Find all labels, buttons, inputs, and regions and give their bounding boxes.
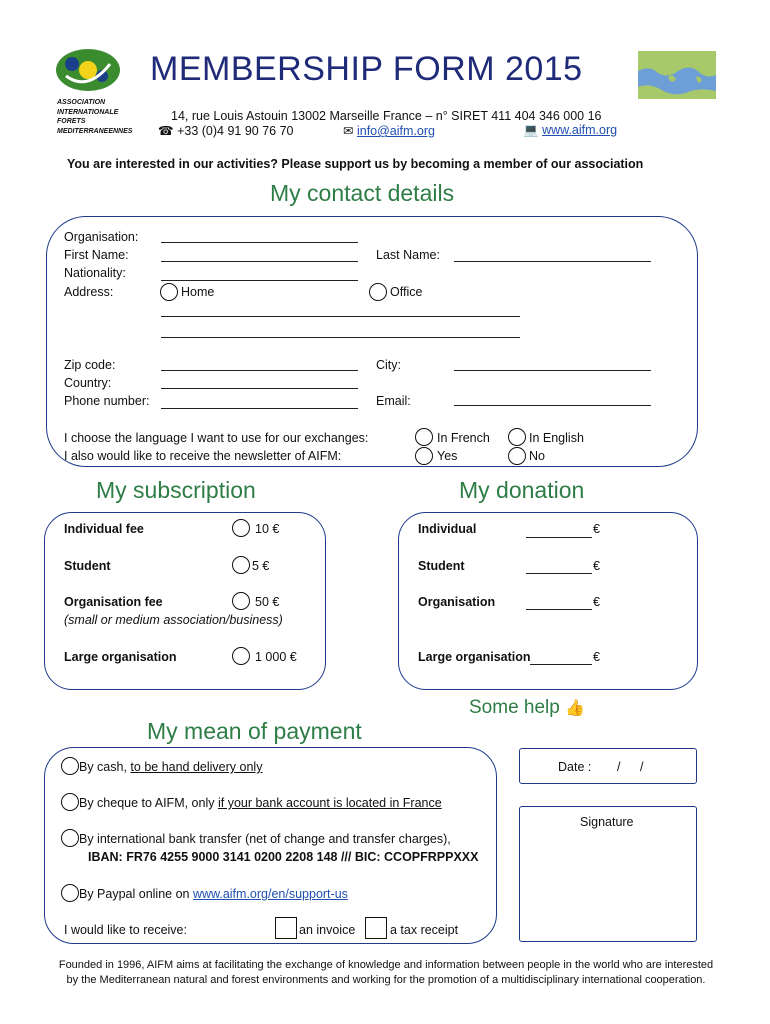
address-line-1[interactable] — [161, 316, 520, 317]
first-name-label: First Name: — [64, 248, 129, 262]
phone-line: ☎ +33 (0)4 91 90 76 70 — [158, 124, 294, 138]
date-separator-2: / — [640, 760, 644, 774]
phone-field[interactable] — [161, 408, 358, 409]
newsletter-no-radio[interactable] — [508, 447, 526, 465]
individual-fee-label: Individual fee — [64, 522, 144, 536]
invoice-checkbox[interactable] — [275, 917, 297, 939]
postal-address: 14, rue Louis Astouin 13002 Marseille France – n° SIRET 411 404 346 000 16 — [171, 109, 602, 123]
english-label: In English — [529, 431, 584, 445]
organisation-fee-note: (small or medium association/business) — [64, 613, 283, 627]
student-fee-label: Student — [64, 559, 111, 573]
french-radio[interactable] — [415, 428, 433, 446]
student-fee-radio[interactable] — [232, 556, 250, 574]
language-question: I choose the language I want to use for our exchanges: — [64, 431, 369, 445]
page-title: MEMBERSHIP FORM 2015 — [150, 50, 583, 88]
website-line — [523, 123, 617, 138]
bank-transfer-option: By international bank transfer (net of change and transfer charges), — [79, 832, 451, 846]
cash-option: By cash, to be hand delivery only — [79, 760, 263, 774]
last-name-label: Last Name: — [376, 248, 440, 262]
zip-field[interactable] — [161, 370, 358, 371]
first-name-field[interactable] — [161, 261, 358, 262]
donation-large-organisation-label: Large organisation — [418, 650, 531, 664]
contact-box — [46, 216, 698, 467]
organisation-fee-radio[interactable] — [232, 592, 250, 610]
computer-icon: 💻 — [523, 123, 539, 137]
home-radio[interactable] — [160, 283, 178, 301]
newsletter-question: I also would like to receive the newsletter of AIFM: — [64, 449, 342, 463]
tax-receipt-label: a tax receipt — [390, 923, 459, 937]
thumbs-up-icon: 👍 — [565, 700, 586, 717]
donation-large-organisation-currency: € — [593, 650, 600, 664]
intro-text: You are interested in our activities? Please support us by becoming a member of our association — [67, 157, 644, 171]
contact-section-title: My contact details — [270, 180, 455, 206]
receive-label: I would like to receive: — [64, 923, 187, 937]
email-link[interactable]: info@aifm.org — [356, 124, 435, 138]
nationality-field[interactable] — [161, 280, 358, 281]
yes-label: Yes — [437, 449, 458, 463]
date-label: Date : — [558, 760, 592, 774]
donation-student-currency: € — [593, 559, 600, 573]
paypal-radio[interactable] — [61, 884, 79, 902]
individual-fee-amount: 10 € — [255, 522, 280, 536]
donation-individual-label: Individual — [418, 522, 477, 536]
payment-section-title: My mean of payment — [147, 718, 362, 744]
large-organisation-fee-radio[interactable] — [232, 647, 250, 665]
website-link[interactable]: www.aifm.org — [542, 123, 618, 137]
large-organisation-fee-amount: 1 000 € — [255, 650, 297, 664]
cheque-option: By cheque to AIFM, only if your bank account is located in France — [79, 796, 442, 810]
date-box — [519, 748, 697, 784]
last-name-field[interactable] — [454, 261, 651, 262]
donation-individual-field[interactable] — [526, 537, 592, 538]
email-line — [343, 123, 435, 138]
donation-section-title: My donation — [459, 477, 585, 503]
home-label: Home — [181, 285, 215, 299]
paypal-link[interactable]: www.aifm.org/en/support-us — [192, 887, 348, 901]
cash-radio[interactable] — [61, 757, 79, 775]
country-field[interactable] — [161, 388, 358, 389]
iban-text: IBAN: FR76 4255 9000 3141 0200 2208 148 /// BIC: CCOPFRPPXXX — [88, 850, 479, 864]
logo-text: ASSOCIATION INTERNATIONALE FORETS MEDITERRANEENNES — [57, 99, 133, 135]
footer-text: Founded in 1996, AIFM aims at facilitating the exchange of knowledge and information between people in the world who are interested by the Mediterranean natural and forest environments and working for the promotion of a multidisciplinary international cooperation. — [58, 959, 714, 986]
english-radio[interactable] — [508, 428, 526, 446]
address-label: Address: — [64, 285, 114, 299]
email-field[interactable] — [454, 405, 651, 406]
bank-transfer-radio[interactable] — [61, 829, 79, 847]
organisation-fee-amount: 50 € — [255, 595, 280, 609]
help-title: Some help 👍 — [469, 697, 586, 718]
office-radio[interactable] — [369, 283, 387, 301]
date-separator-1: / — [617, 760, 621, 774]
mediterranean-map-image — [638, 51, 716, 99]
organisation-label: Organisation: — [64, 230, 139, 244]
signature-label: Signature — [580, 815, 634, 829]
donation-individual-currency: € — [593, 522, 600, 536]
individual-fee-radio[interactable] — [232, 519, 250, 537]
email-label: Email: — [376, 394, 411, 408]
invoice-label: an invoice — [299, 923, 356, 937]
organisation-fee-label: Organisation fee — [64, 595, 163, 609]
city-field[interactable] — [454, 370, 651, 371]
paypal-option: By Paypal online on www.aifm.org/en/support-us — [79, 887, 348, 901]
donation-student-label: Student — [418, 559, 465, 573]
envelope-icon: ✉ — [343, 124, 354, 138]
donation-organisation-field[interactable] — [526, 609, 592, 610]
donation-organisation-label: Organisation — [418, 595, 496, 609]
city-label: City: — [376, 358, 401, 372]
donation-organisation-currency: € — [593, 595, 600, 609]
country-label: Country: — [64, 376, 112, 390]
aifm-logo — [52, 46, 124, 96]
subscription-section-title: My subscription — [96, 477, 256, 503]
nationality-label: Nationality: — [64, 266, 126, 280]
cheque-radio[interactable] — [61, 793, 79, 811]
donation-student-field[interactable] — [526, 573, 592, 574]
french-label: In French — [437, 431, 490, 445]
zip-label: Zip code: — [64, 358, 116, 372]
large-organisation-fee-label: Large organisation — [64, 650, 177, 664]
office-label: Office — [390, 285, 423, 299]
tax-receipt-checkbox[interactable] — [365, 917, 387, 939]
newsletter-yes-radio[interactable] — [415, 447, 433, 465]
phone-icon: ☎ — [158, 124, 174, 138]
organisation-field[interactable] — [161, 242, 358, 243]
phone-label: Phone number: — [64, 394, 150, 408]
no-label: No — [529, 449, 545, 463]
address-line-2[interactable] — [161, 337, 520, 338]
donation-large-organisation-field[interactable] — [530, 664, 592, 665]
student-fee-amount: 5 € — [252, 559, 270, 573]
